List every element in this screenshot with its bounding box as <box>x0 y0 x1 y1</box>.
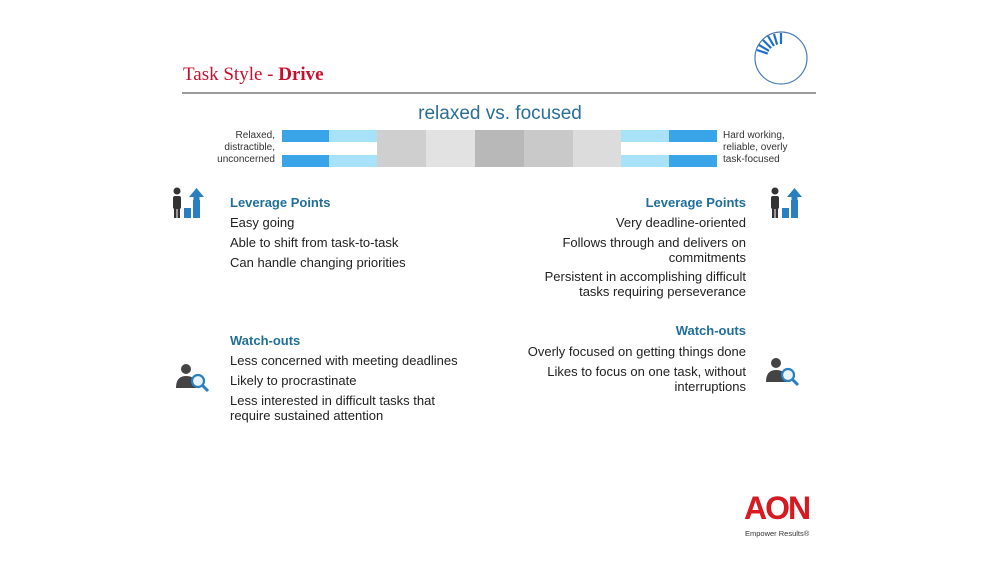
watchout-magnifier-icon <box>174 362 210 396</box>
scale-right-label: Hard working, reliable, overly task-focused <box>723 130 788 165</box>
scale-title: relaxed vs. focused <box>418 103 582 124</box>
right-leverage-title: Leverage Points <box>645 195 746 210</box>
scale-block-2 <box>426 130 475 167</box>
brand-tagline: Empower Results® <box>745 529 810 538</box>
watchout-magnifier-icon <box>764 356 800 390</box>
right-leverage-item: Very deadline-oriented <box>615 215 746 230</box>
scale-left-bar-bottom-light <box>329 155 377 167</box>
right-leverage-item: commitments <box>668 250 746 265</box>
right-watchouts-item: interruptions <box>674 379 746 394</box>
aon-logo-text: AON <box>744 491 810 525</box>
title-divider <box>182 92 816 94</box>
left-watchouts-item: Likely to procrastinate <box>230 373 357 388</box>
right-watchouts-item: Likes to focus on one task, without <box>547 364 746 379</box>
leverage-growth-icon <box>768 186 808 220</box>
right-leverage-item: tasks requiring perseverance <box>579 284 746 299</box>
left-leverage-item: Easy going <box>230 215 295 230</box>
page-title: Task Style - Drive <box>183 64 324 85</box>
right-leverage-item: Follows through and delivers on <box>562 235 746 250</box>
left-watchouts-item: require sustained attention <box>230 408 384 423</box>
aon-logo <box>744 491 816 530</box>
scale-right-bar-top-dark <box>669 130 717 142</box>
right-watchouts-item: Overly focused on getting things done <box>527 344 746 359</box>
scale-left-bar-bottom-dark <box>282 155 329 167</box>
scale-right-bar-bottom-dark <box>669 155 717 167</box>
left-leverage-item: Able to shift from task-to-task <box>230 235 399 250</box>
scale-left-label: Relaxed, distractible, unconcerned <box>217 130 275 165</box>
scale-right-bar-bottom-light <box>621 155 669 167</box>
scale-left-bar-top-light <box>329 130 377 142</box>
scale-block-3 <box>475 130 524 167</box>
leverage-growth-icon <box>170 186 210 220</box>
left-watchouts-title: Watch-outs <box>230 333 301 348</box>
scale-block-1 <box>377 130 426 167</box>
scale-left-bar-top-dark <box>282 130 329 142</box>
left-watchouts-item: Less concerned with meeting deadlines <box>230 353 458 368</box>
left-leverage-item: Can handle changing priorities <box>230 255 406 270</box>
right-watchouts-title: Watch-outs <box>675 323 746 338</box>
right-leverage-item: Persistent in accomplishing difficult <box>544 269 746 284</box>
scale-block-4 <box>524 130 573 167</box>
scale-block-5 <box>573 130 621 167</box>
left-leverage-title: Leverage Points <box>230 195 331 210</box>
progress-circle-icon <box>753 30 809 86</box>
left-watchouts-item: Less interested in difficult tasks that <box>230 393 435 408</box>
scale-right-bar-top-light <box>621 130 669 142</box>
